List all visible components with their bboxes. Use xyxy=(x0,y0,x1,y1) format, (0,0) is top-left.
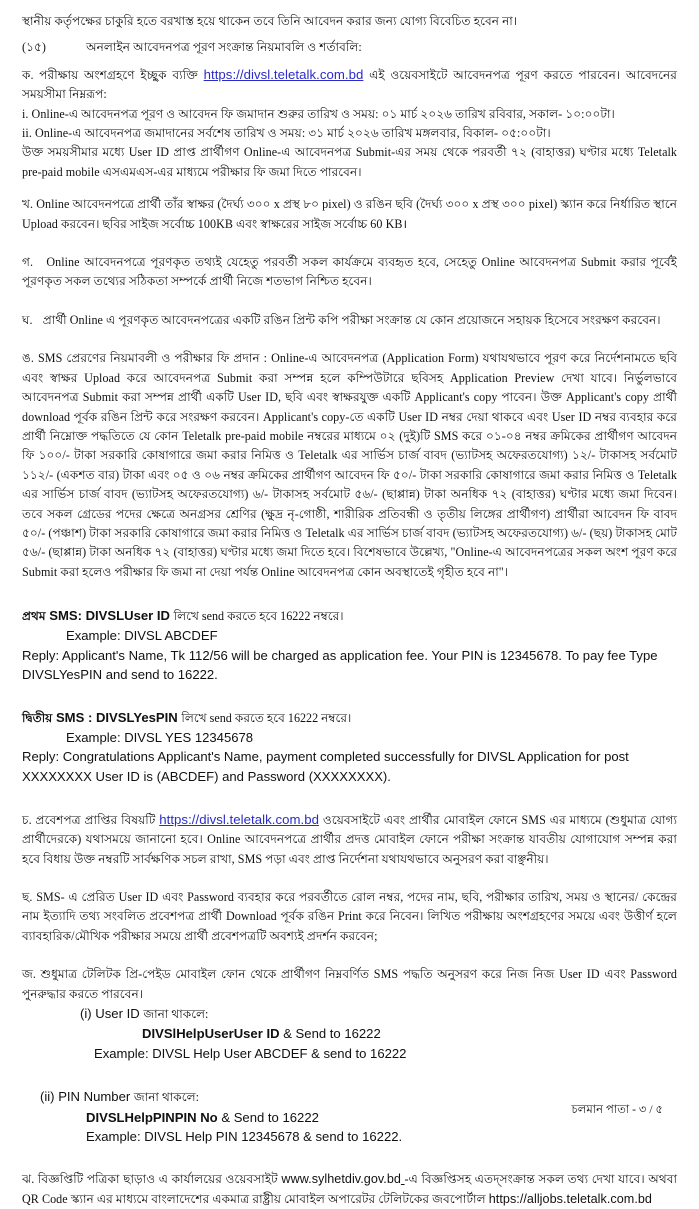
spacer xyxy=(22,58,677,65)
sms-second-tail-bn: লিখে send করতে হবে 16222 নম্বরে। xyxy=(181,710,352,725)
recovery-item-i-label xyxy=(22,1004,677,1024)
clause-uo-text: SMS প্রেরণের নিয়মাবলী ও পরীক্ষার ফি প্রদান : Online-এ আবেদনপত্র (Application Form) যথাযথভাবে পূরণ করে নির্দেশনামতে ছবি এবং স্বাক্ষর Upload করে আবেদনপত্র Submit করা সম্পন্ন হলে কম্পিউটারে ছবিসহ Application Preview দেখা যাবে। নির্ভুলভাবে আবেদনপত্র Submit করা সম্পন্ন প্রার্থী একটি User ID, ছবি এবং স্বাক্ষরযুক্ত একটি Applicant's copy পাবেন। উক্ত Applicant's copy প্রার্থী download পূর্বক রঙিন প্রিন্ট করে সংরক্ষণ করবেন। Applicant's copy-তে একটি User ID নম্বর দেয়া থাকবে এবং User ID নম্বর ব্যবহার করে প্রার্থী নিম্নোক্ত পদ্ধতিতে যে কোন Teletalk pre-paid mobile নম্বরের মাধ্যমে ০২ (দুই)টি SMS করে ০১-০৪ নম্বর ক্রমিকের প্রার্থীগণ আবেদন ফি ১০০/- টাকা সরকারি কোষাগারে জমা করার নিমিত্ত ও Teletalk এর সার্ভিস চার্জ বাবদ (ভ্যাটসহ অফেরতযোগ্য) ১২/- টাকাসহ সর্বমোট ১১২/- (একশত বার) টাকা এবং ০৫ ও ০৬ নম্বর ক্রমিকের প্রার্থীগণ আবেদন ফি ৫০/- টাকা সরকারি কোষাগারে জমা করার নিমিত্ত ও Teletalk এর সার্ভিস চার্জ বাবদ (ভ্যাটসহ অফেরতযোগ্য) ৬/- টাকাসহ সর্বমোট ৫৬/- (ছাপ্পান্ন) টাকা অনধিক ৭২ (বাহাত্তর) ঘণ্টার মধ্যে জমা দিবেন। তবে সকল গ্রেডের পদের ক্ষেত্রে অনগ্রসর শ্রেণির (ক্ষুদ্র নৃ-গোষ্ঠী, শারীরিক প্রতিবন্ধী ও তৃতীয় লিঙ্গের প্রার্থীগণ) প্রার্থীরা আবেদন ফি বাবদ ৫০/- (পঞ্চাশ) টাকা সরকারি কোষাগারে জমা করার নিমিত্ত ও Teletalk এর সার্ভিস চার্জ বাবদ (ভ্যাটসহ অফেরতযোগ্য) ৬/- (ছয়) টাকাসহ মোট ৫৬/- (ছাপ্পান্ন) টাকা অনধিক ৭২ (বাহাত্তর) ঘণ্টার মধ্যে জমা দিতে হবে। বিশেষভাবে উল্লেখ্য, "Online-এ আবেদনপত্রের সকল অংশ পূরণ করে Submit করা হলেও পরীক্ষার ফি জমা না দেয়া পর্যন্ত Online আবেদনপত্র কোন অবস্থাতেই গৃহীত হবে না"। xyxy=(22,351,678,579)
clause-jha xyxy=(22,1170,677,1209)
spacer xyxy=(22,292,677,311)
clause-uo-marker: ঙ. xyxy=(22,351,34,366)
sms-second-label-latin: SMS : DIVSLYesPIN xyxy=(55,709,178,725)
divsl-teletalk-link-2[interactable]: https://divsl.teletalk.com.bd xyxy=(159,811,320,827)
section-15-heading xyxy=(22,38,677,57)
section-15-title: অনলাইন আবেদনপত্র পূরণ সংক্রান্ত নিয়মাবলি ও শর্তাবলি: xyxy=(86,40,362,55)
sms-first-heading xyxy=(22,606,677,626)
clause-kha-text: Online আবেদনপত্রে প্রার্থী তাঁর স্বাক্ষর (দৈর্ঘ্য ৩০০ x প্রস্থ ৮০ pixel) ও রঙিন ছবি (দৈর্ঘ্য ৩০০ x প্রস্থ ৩০০ pixel) স্ক্যান করে নির্ধারিত স্থানে Upload করবেন। ছবির সাইজ সর্বোচ্চ 100KB এবং স্বাক্ষরের সাইজ সর্বোচ্চ 60 KB। xyxy=(22,197,677,231)
recovery-item-ii-command-rest: & Send to 16222 xyxy=(221,1109,319,1125)
clause-ga-marker: গ. xyxy=(22,255,34,270)
clause-ka-text-before: পরীক্ষায় অংশগ্রহণে ইচ্ছুক ব্যক্তি xyxy=(39,67,198,82)
clause-kha xyxy=(22,195,677,234)
recovery-item-ii-latin: PIN Number xyxy=(58,1089,131,1105)
clause-kha-marker: খ. xyxy=(22,197,34,212)
clause-ka-item-2: ii. Online-এ আবেদনপত্র জমাদানের সর্বশেষ তারিখ ও সময়: ৩১ মার্চ ২০২৬ তারিখ মঙ্গলবার, বিকাল- ০৫:০০টা। xyxy=(22,126,551,141)
sms-first-tail-bn: লিখে send করতে হবে 16222 নম্বরে। xyxy=(173,609,344,624)
spacer xyxy=(22,786,677,810)
clause-ga-text: Online আবেদনপত্রে পূরণকৃত তথ্যই যেহেতু পরবর্তী সকল কার্যক্রমে ব্যবহৃত হবে, সেহেতু Online আবেদনপত্র Submit করার পূর্বেই পূরণকৃত সকল তথ্যের সঠিকতা সম্পর্কে প্রার্থী নিজে শতভাগ নিশ্চিত হবেন। xyxy=(22,255,678,289)
clause-chha xyxy=(22,888,677,946)
clause-cha xyxy=(22,810,677,869)
sms-first-reply: Reply: Applicant's Name, Tk 112/56 will be charged as application fee. Your PIN is 12345678. To pay fee Type DIVSLYesPIN and send to 16222. xyxy=(22,647,658,682)
recovery-item-i-command-bold: DIVSlHelpUserUser ID xyxy=(142,1026,280,1042)
sms-second-heading xyxy=(22,708,677,728)
section-15-number: (১৫) xyxy=(22,40,46,55)
sylhetdiv-url[interactable]: www.sylhetdiv.gov.bd xyxy=(281,1172,401,1187)
sms-second-label-bn: দ্বিতীয় xyxy=(22,710,53,725)
spacer xyxy=(22,31,677,38)
recovery-item-ii-command-bold: DIVSLHelpPINPIN No xyxy=(86,1109,218,1125)
spacer xyxy=(22,1146,677,1170)
recovery-item-ii-marker: (ii) xyxy=(40,1089,55,1105)
clause-ja xyxy=(22,965,677,1004)
clause-jha-text-b: -এ বিজ্ঞপ্তিসহ এতদ্সংক্রান্ত সকল তথ্য দেখা যাবে। অথবা QR Code স্ক্যান এর মাধ্যমে বাংলাদেশের একমাত্র রাষ্ট্রীয় মোবাইল অপারেটর টেলিটকের জবপোর্টাল xyxy=(22,1172,677,1206)
clause-cha-text-after: ওয়েবসাইটে এবং প্রার্থীর মোবাইল ফোনে SMS এর মাধ্যমে (শুধুমাত্র যোগ্য প্রার্থীদেরকে) যথাসময়ে জানানো হবে। Online আবেদনপত্রে প্রার্থীর প্রদত্ত মোবাইল ফোনে পরীক্ষা সংক্রান্ত যাবতীয় যোগাযোগ সম্পন্ন করা হবে বিধায় উক্ত নম্বরটি সার্বক্ষণিক সচল রাখা, SMS পড়া এবং প্রাপ্ত নির্দেশনা যথাযথভাবে অনুসরণ করা বাঞ্ছনীয়। xyxy=(22,812,678,866)
clause-gha-marker: ঘ. xyxy=(22,312,33,327)
clause-gha xyxy=(22,311,677,330)
spacer xyxy=(22,684,677,708)
alljobs-teletalk-url[interactable]: https://alljobs.teletalk.com.bd xyxy=(488,1191,652,1206)
sms-first-label-latin: SMS: DIVSLUser ID xyxy=(49,608,170,624)
clause-ja-marker: জ. xyxy=(22,967,36,982)
recovery-item-ii-example: Example: DIVSL Help PIN 12345678 & send to 16222. xyxy=(86,1129,403,1145)
spacer xyxy=(22,1063,677,1087)
sms-second-example: Example: DIVSL YES 12345678 xyxy=(66,730,254,746)
clause-ka-note: উক্ত সময়সীমার মধ্যে User ID প্রাপ্ত প্রার্থীগণ Online-এ আবেদনপত্র Submit-এর সময় থেকে পরবর্তী ৭২ (বাহাত্তর) ঘণ্টার মধ্যে Teletalk pre-paid mobile এসএমএস-এর মাধ্যমে পরীক্ষার ফি জমা দিতে পারবেন। xyxy=(22,145,677,179)
recovery-item-ii-bn: জানা থাকলে: xyxy=(133,1090,199,1105)
clause-cha-marker: চ. xyxy=(22,812,32,827)
clause-chha-text: SMS- এ প্রেরিত User ID এবং Password ব্যবহার করে পরবর্তীতে রোল নম্বর, পদের নাম, ছবি, পরীক্ষার তারিখ, সময় ও স্থানের/ কেন্দ্রের নাম ইত্যাদি তথ্য সংবলিত প্রবেশপত্র প্রার্থী Download পূর্বক রঙিন Print করে নিবেন। লিখিত পরীক্ষায় অংশগ্রহণের সময়ে এবং উত্তীর্ণ হলে ব্যাবহারিক/মৌখিক পরীক্ষার সময়ে প্রার্থী প্রবেশপত্রটি অবশ্যই প্রদর্শন করবেন; xyxy=(22,890,677,943)
clause-ga xyxy=(22,253,677,292)
clause-cha-text-before: প্রবেশপত্র প্রাপ্তির বিষয়টি xyxy=(35,812,156,827)
clause-jha-text-a: বিজ্ঞপ্তিটি পত্রিকা ছাড়াও এ কার্যালয়ের ওয়েবসাইট xyxy=(37,1172,278,1187)
recovery-item-i-command-rest: & Send to 16222 xyxy=(283,1026,381,1042)
clause-ka-item-1: i. Online-এ আবেদনপত্র পূরণ ও আবেদন ফি জমাদান শুরুর তারিখ ও সময়: ০১ মার্চ ২০২৬ তারিখ রবিবার, সকাল- ১০:০০টা। xyxy=(22,106,615,121)
clause-ja-text: শুধুমাত্র টেলিটক প্রি-পেইড মোবাইল ফোন থেকে প্রার্থীগণ নিম্নবর্ণিত SMS পদ্ধতি অনুসরণ করে নিজ নিজ User ID এবং Password পুনরুদ্ধার করতে পারবেন। xyxy=(22,967,677,1001)
spacer xyxy=(22,182,677,195)
recovery-item-i-example: Example: DIVSL Help User ABCDEF & send to 16222 xyxy=(94,1045,407,1061)
spacer xyxy=(22,946,677,965)
page-footer: চলমান পাতা - ৩ / ৫ xyxy=(571,1103,663,1116)
clause-uo xyxy=(22,349,677,582)
recovery-item-i-marker: (i) xyxy=(80,1006,92,1022)
clause-ka-marker: ক. xyxy=(22,67,34,82)
clause-gha-text: প্রার্থী Online এ পূরণকৃত আবেদনপত্রের একটি রঙিন প্রিন্ট কপি পরীক্ষা সংক্রান্ত যে কোন প্রয়োজনে সহায়ক হিসেবে সংরক্ষণ করবেন। xyxy=(42,312,661,327)
divsl-teletalk-link-1[interactable]: https://divsl.teletalk.com.bd xyxy=(203,66,364,82)
spacer xyxy=(22,869,677,888)
sms-first-example: Example: DIVSL ABCDEF xyxy=(66,628,218,644)
spacer xyxy=(22,330,677,349)
spacer xyxy=(22,234,677,253)
clause-ka-text-after: এই ওয়েবসাইটে আবেদনপত্র পূরণ করতে পারবেন। আবেদনের সময়সীমা নিম্নরূপ: xyxy=(22,67,677,102)
recovery-item-i-bn: জানা থাকলে: xyxy=(143,1007,209,1022)
spacer xyxy=(22,582,677,606)
recovery-item-i-latin: User ID xyxy=(95,1006,140,1022)
sms-second-reply: Reply: Congratulations Applicant's Name, payment completed successfully for DIVSL Application for post XXXXXXXX User ID is (ABCDEF) and Password (XXXXXXXX). xyxy=(22,749,629,784)
clause-jha-marker: ঝ. xyxy=(22,1172,35,1187)
sms-first-label-bn: প্রথম xyxy=(22,609,46,624)
clause-chha-marker: ছ. xyxy=(22,890,33,904)
continuation-paragraph: স্থানীয় কর্তৃপক্ষের চাকুরি হতে বরখাস্ত হয়ে থাকেন তবে তিনি আবেদন করার জন্য যোগ্য বিবেচিত হবেন না। xyxy=(22,14,518,28)
recovery-item-i-command xyxy=(22,1024,677,1043)
clause-ka xyxy=(22,65,677,105)
